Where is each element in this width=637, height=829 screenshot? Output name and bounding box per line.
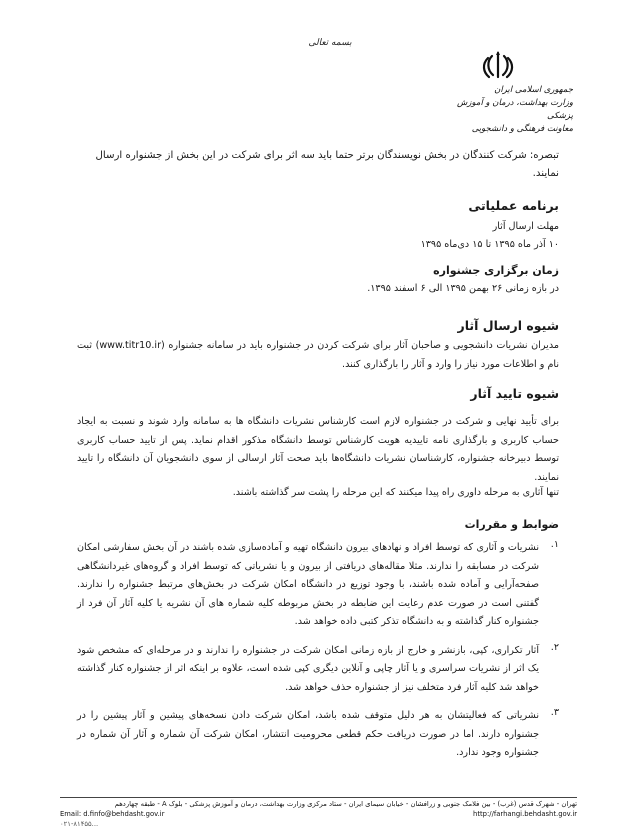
note-paragraph: تبصره: شرکت کنندگان در بخش نویسندگان برتر حتما باید سه اثر برای شرکت در این بخش از جشنواره ارسال نمایند. (95, 150, 559, 179)
judging-note: تنها آثاری به مرحله داوری راه پیدا میکنند که این مرحله را پشت سر گذاشته باشند. (232, 487, 559, 498)
festival-time-value: در بازه زمانی ۲۶ بهمن ۱۳۹۵ الی ۶ اسفند ۱۳۹۵. (367, 283, 559, 294)
rule-text: نشریاتی که فعالیتشان به هر دلیل متوقف شده باشد، امکان شرکت دادن نسخه‌های پیشین و آثار پیشین را در جشنواره دارند. اما در صورت دریافت حکم قطعی محرومیت انتشار، امکان شرکت آن شماره و آثار آن شماره در جشنواره وجود ندارد. (77, 710, 539, 758)
rules-list (77, 539, 559, 763)
sending-section (77, 318, 559, 374)
letterhead (433, 84, 573, 136)
confirmation-section (77, 386, 559, 487)
letterhead-line-ministry: وزارت بهداشت، درمان و آموزش پزشکی (457, 98, 573, 121)
rule-text: نشریات و آثاری که توسط افراد و نهادهای بیرون دانشگاه تهیه و آماده‌سازی شده باشند در آن بخش سفارشی امکان شرکت در مسابقه را ندارند. مثلا مقاله‌های دریافتی از بیرون و یا نشریاتی که توسط افراد و گروه‌های غیردانشگاهی صفحه‌آرایی و آماده شده باشند، با وجود توزیع در دانشگاه امکان شرکت در بخش‌های مرتبط جشنواره را ندارند. گفتنی است در صورت عدم رعایت این ضابطه در بخش مربوطه کلیه شماره های آن نشریه یا کلیه آثار آن فرد از جشنواره کنار گذاشته و به دانشگاه تذکر کتبی داده خواهد شد. (77, 542, 539, 627)
footer-email[interactable]: Email: d.finfo@behdasht.gov.ir (60, 810, 165, 818)
confirmation-text: برای تأیید نهایی و شرکت در جشنواره لازم است کارشناس نشریات دانشگاه ها به سامانه وارد شوند و نسبت به ایجاد حساب کاربری و بارگذاری نامه تاییدیه هویت کارشناس توسط دانشگاه مذکور اقدام نماید. پس از تایید حساب کاربری توسط دبیرخانه جشنواره، کارشناسان نشریات دانشگاه‌ها باید صحت آثار ارسالی از سوی دانشجویان آن دانشگاه را تایید نمایند. (77, 416, 559, 483)
rule-item (77, 539, 559, 632)
sending-title: شیوه ارسال آثار (457, 318, 559, 333)
rules-section (77, 518, 559, 773)
footer-contacts (60, 809, 577, 819)
rules-title: ضوابط و مقررات (464, 518, 559, 531)
footer-website[interactable]: http://farhangi.behdasht.gov.ir (473, 810, 577, 818)
rule-text: آثار تکراری، کپی، بازنشر و خارج از بازه زمانی امکان شرکت در جشنواره را ندارند و در مرحله‌ای که مشخص شود یک اثر از نشریات سراسری و یا آثار چاپی و آنلاین دیگری کپی شده است، علاوه بر اینکه اثر از جشنواره کنار گذاشته خواهد شد کلیه آثار فرد متخلف نیز از جشنواره حذف خواهد شد. (77, 644, 539, 693)
rule-item (77, 642, 559, 698)
rule-number: ۳. (550, 707, 559, 718)
confirmation-title: شیوه تایید آثار (470, 386, 559, 401)
deadline-label: مهلت ارسال آثار (492, 221, 559, 232)
program-section (77, 198, 559, 253)
footer-divider (60, 797, 577, 798)
footer-phone: ۰۲۱-۸۱۴۵۵... (60, 820, 99, 828)
sending-text: مدیران نشریات دانشجویی و صاحبان آثار برای شرکت کردن در جشنواره باید در سامانه جشنواره (www.titr10.ir) ثبت نام و اطلاعات مورد نیاز را وارد و آثار را بارگذاری کنند. (77, 340, 560, 370)
festival-time-title: زمان برگزاری جشنواره (433, 264, 559, 277)
program-title: برنامه عملیاتی (468, 198, 559, 213)
letterhead-line-country: جمهوری اسلامی ایران (494, 85, 573, 95)
footer-address: تهران - شهرک قدس (غرب) - بین فلامک جنوبی و زرافشان - خیابان سیمای ایران - ستاد مرکزی وزارت بهداشت، درمان و آموزش پزشکی - بلوک A - طبقه چهاردهم (114, 800, 577, 808)
rule-number: ۲. (550, 641, 559, 653)
basmala: بسمه تعالی (308, 38, 352, 48)
festival-time-section (77, 264, 559, 297)
rule-number: ۱. (550, 539, 559, 550)
letterhead-line-deputy: معاونت فرهنگی و دانشجویی (471, 124, 573, 134)
footer-phone-row (60, 819, 577, 829)
rule-item (77, 707, 559, 763)
deadline-value: ۱۰ آذر ماه ۱۳۹۵ تا ۱۵ دی‌ماه ۱۳۹۵ (420, 239, 559, 250)
iran-emblem-icon (481, 50, 515, 82)
